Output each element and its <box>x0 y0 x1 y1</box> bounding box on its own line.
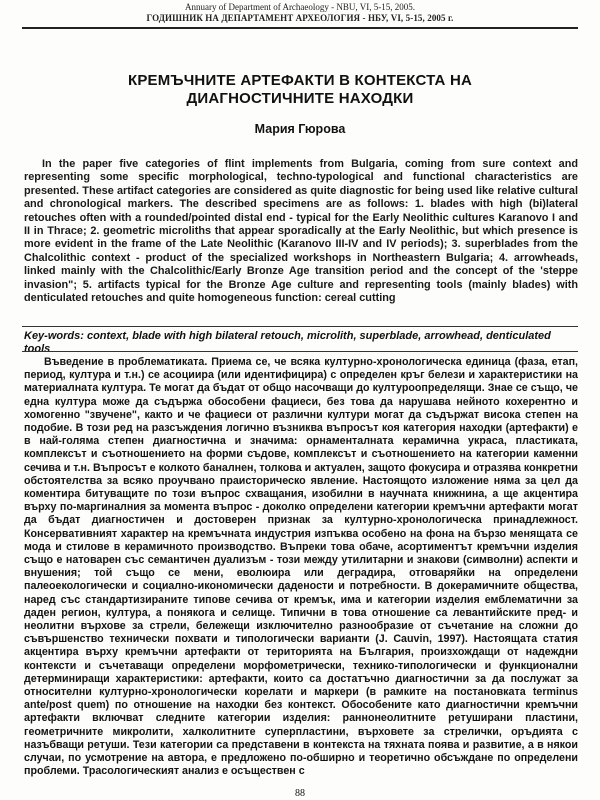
keywords-label: Key-words: <box>24 330 84 342</box>
author-name: Мария Гюрова <box>254 122 346 136</box>
abstract-text: In the paper five categories of flint implements from Bulgaria, coming from sure context and representing some specific morphological, techno-typological and functional characteristics are presented. These artifact categories are considered as quite diagnostic for being used like relative cultural and chronological markers. The described specimens are as follows: 1. blades with high (bi)lateral retouches often with a rounded/pointed distal end - typical for the Early Neolithic cultures Karanovo I and II in Thrace; 2. geometric microliths that appear sporadically at the Early Neolithic, but which presence is more evident in the frame of the Late Neolithic (Karanovo III-IV and IV periods); 3. superblades from the Chalcolithic context - product of the specialized workshops in Northeastern Bulgaria; 4. arrowheads, linked mainly with the Chalcolithic/Early Bronze Age transition period and the concept of the 'steppe invasion"; 5. artifacts typical for the Bronze Age culture and representing tools (mainly blades) with denticulated retouches and quite homogeneous function: cereal cutting <box>24 158 578 305</box>
keywords-top-divider <box>22 326 578 327</box>
article-title-line2: ДИАГНОСТИЧНИТЕ НАХОДКИ <box>186 90 414 107</box>
running-head-line2: ГОДИШНИК НА ДЕПАРТАМЕНТ АРХЕОЛОГИЯ - НБУ, VI, 5-15, 2005 г. <box>146 13 454 23</box>
intro-heading: Въведение в проблематиката. <box>44 356 208 368</box>
abstract <box>24 158 578 305</box>
running-head <box>0 2 600 24</box>
keywords-bottom-divider <box>22 351 578 352</box>
article-body <box>24 356 578 779</box>
page-number: 88 <box>295 788 305 799</box>
header-divider <box>22 27 578 29</box>
intro-text: Приема се, че всяка културно-хронологическа единица (фаза, етап, период, култура и т.н.) се асоциира (или идентифицира) с определен кръг белези и характеристики на материалната култура. Те могат да бъдат от общо насочващи до културоопределящи. Знае се също, че една култура може да съдържа обособени фациеси, без това да нарушава нейното кохерентно и хомогенно "звучене", както и че фациеси от различни култури могат да съдържат висока степен на подобие. В този ред на разсъждения логично възниква въпросът коя категория находки (артефакти) е в най-голяма степен диагностична и значима: орнаменталната керамична украса, пластиката, комплексът и съотношението на форми съдове, комплексът и съотношението на категории каменни сечива и т.н. Въпросът е колкото баналнен, толкова и актуален, защото фокусира и отразява конкретни обстоятелства за всяко проучвано праисторическо явление. Настоящото изложение няма за цел да коментира битуващите по този въпрос схващания, изобилни в научната книжнина, а ще акцентира върху по-маргиналния за момента въпрос - доколко определени категории кремъчни артефакти могат да бъдат диагностичен и достоверен признак за културно-хронологическа принадлежност. Консервативният характер на кремъчната индустрия изпъква особено на фона на бързо менящата се мода и стилове в керамичното производство. Въпреки това обаче, асортиментът кремъчни изделия също е натоварен със семантичен дуализъм - този между утилитарни и знакови (символни) аспекти и внушения; той също се мени, еволюира или деградира, отговаряйки на определени палеоекологически и социално-икономически дадености и потребности. В докерамичните общества, наред със стандартизираните типове сечива от кремък, има и категории изделия емблематични за даден регион, култура, а понякога и селище. Типични в това отношение са левантийските пред- и неолитни върхове за стрели, бележещи изключително разнообразие от съчетание на сложни до съвършенство технически похвати и типологически варианти (J. Cauvin, 1997). Настоящата статия акцентира върху кремъчни артефакти от територията на България, произхождащи от надеждни контексти и съчетаващи определени морфометрически, технико-типологически и функционални детерминиращи характеристики: артефакти, които са достатъчно диагностични за да послужат за относителни културно-хронологически корелати и маркери (в рамките на постановката terminus ante/post quem) по отношение на находки без контекст. Обособените като диагностични кремъчни артефакти включват следните категории изделия: раннонеолитните ретуширани пластини, геометричните микролити, халколитните суперпластини, върховете за стрелички, оръдията с назъбващи ретуши. Тези категории са представени в контекста на тяхната поява и развитие, а в някои случаи, по усмотрение на автора, е предложено по-обширно и теоретично обсъждане по определени проблеми. Трасологическият анализ е осъществен с <box>24 356 579 778</box>
article-title <box>0 72 600 108</box>
intro-paragraph <box>24 356 578 779</box>
keywords-text: context, blade with high bilateral retouch, microlith, superblade, arrowhead, denticulated tools <box>24 330 551 355</box>
running-head-line1: Annuary of Department of Archaeology - NBU, VI, 5-15, 2005. <box>184 2 416 12</box>
keywords <box>24 330 578 356</box>
article-title-line1: КРЕМЪЧНИТЕ АРТЕФАКТИ В КОНТЕКСТА НА <box>127 72 473 89</box>
